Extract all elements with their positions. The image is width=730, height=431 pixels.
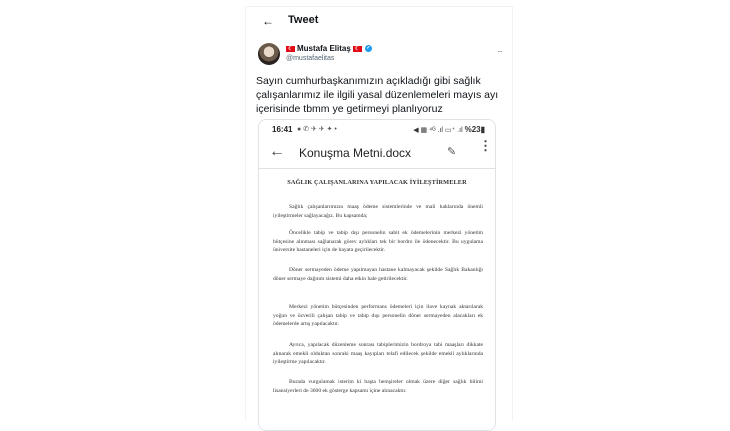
back-arrow-icon[interactable]: ← (262, 14, 274, 28)
document-paragraph: Öncelikle tabip ve tabip dışı personelin sabit ek ödemelerinin merkezi yönetim bütçesine alınması sağlanarak görev aylıkları tek bir bordro ile ödenecektir. Bu uygulama üniversite hastaneleri için de hayata geçirilecektir. (273, 230, 483, 254)
author-name[interactable]: Mustafa Elitaş (297, 44, 351, 53)
author-name-row[interactable] (286, 44, 372, 53)
tweet-author (258, 43, 498, 67)
kebab-menu-icon: ⋮ (479, 138, 492, 153)
pencil-edit-icon: ✎ (447, 146, 457, 158)
document-filename: Konuşma Metni.docx (299, 146, 412, 160)
more-options-icon[interactable]: ··· (497, 47, 502, 56)
back-arrow-icon: ← (269, 143, 285, 160)
tweet-text: Sayın cumhurbaşkanımızın açıkladığı gibi sağlık çalışanlarımız ile ilgili yasal düzenlemeleri mayıs ayı içerisinde tbmm ye getirmeyi planlıyoruz (256, 75, 499, 115)
phone-status-bar (259, 120, 495, 138)
network-status-icons: ◀ ▦ ⁴ᴳ .ıl ▭⁺ .ıl (413, 127, 463, 134)
document-app-bar (259, 138, 495, 169)
tweet-panel (245, 6, 513, 421)
document-paragraph: Merkezi yönetim bütçesinden performans ödemeleri için ilave kaynak aktarılarak yoğun ve özverili çalışan tabip ve tabip dışı personelin döner sermayeden alacakları ek ödemelerde artış yapılacaktır. (273, 304, 483, 328)
document-body (259, 169, 495, 429)
verified-badge-icon: ✓ (366, 45, 371, 51)
turkish-flag-icon: ☾ (286, 46, 295, 52)
tweet-media-image[interactable] (258, 119, 496, 431)
status-time: 16:41 (272, 125, 293, 134)
document-paragraph: Burada vurgulamak isterim ki başta hemşireler olmak üzere diğer sağlık bilimi lisansiyerleri de 3600 ek gösterge kapsamı içine alınacaktır. (273, 379, 483, 394)
author-handle[interactable]: @mustafaelitas (286, 55, 335, 62)
document-title: SAĞLIK ÇALIŞANLARINA YAPILACAK İYİLEŞTİRMELER (287, 179, 467, 186)
tweet-header (246, 7, 512, 35)
document-paragraph: Sağlık çalışanlarımızın maaş ödeme sistemlerinde ve mali haklarında önemli iyileştirmeler sağlayacağız. Bu kapsamda; (273, 204, 483, 219)
document-paragraph: Ayrıca, yapılacak düzenleme sonrası tabiplerimizin bordroya tabi maaşları dikkate alınarak emekli olduktan sonraki maaş kayıpları telafi edilecek şekilde emekli aylıklarında iyileştirme yapılacaktır. (273, 342, 483, 366)
turkish-flag-icon: ☾ (353, 46, 362, 52)
document-paragraph: Döner sermayeden ödeme yapılmayan hastane kalmayacak şekilde Sağlık Bakanlığı döner sermaye dağıtım sistemi daha etkin hale getirilecektir. (273, 267, 483, 282)
notification-icons: ● ✆ ✈ ✈ ✦ • (297, 126, 337, 133)
signal-icons (413, 125, 485, 134)
battery-icon: %23▮ (464, 125, 485, 134)
avatar[interactable] (258, 43, 280, 65)
page-title: Tweet (288, 14, 319, 26)
